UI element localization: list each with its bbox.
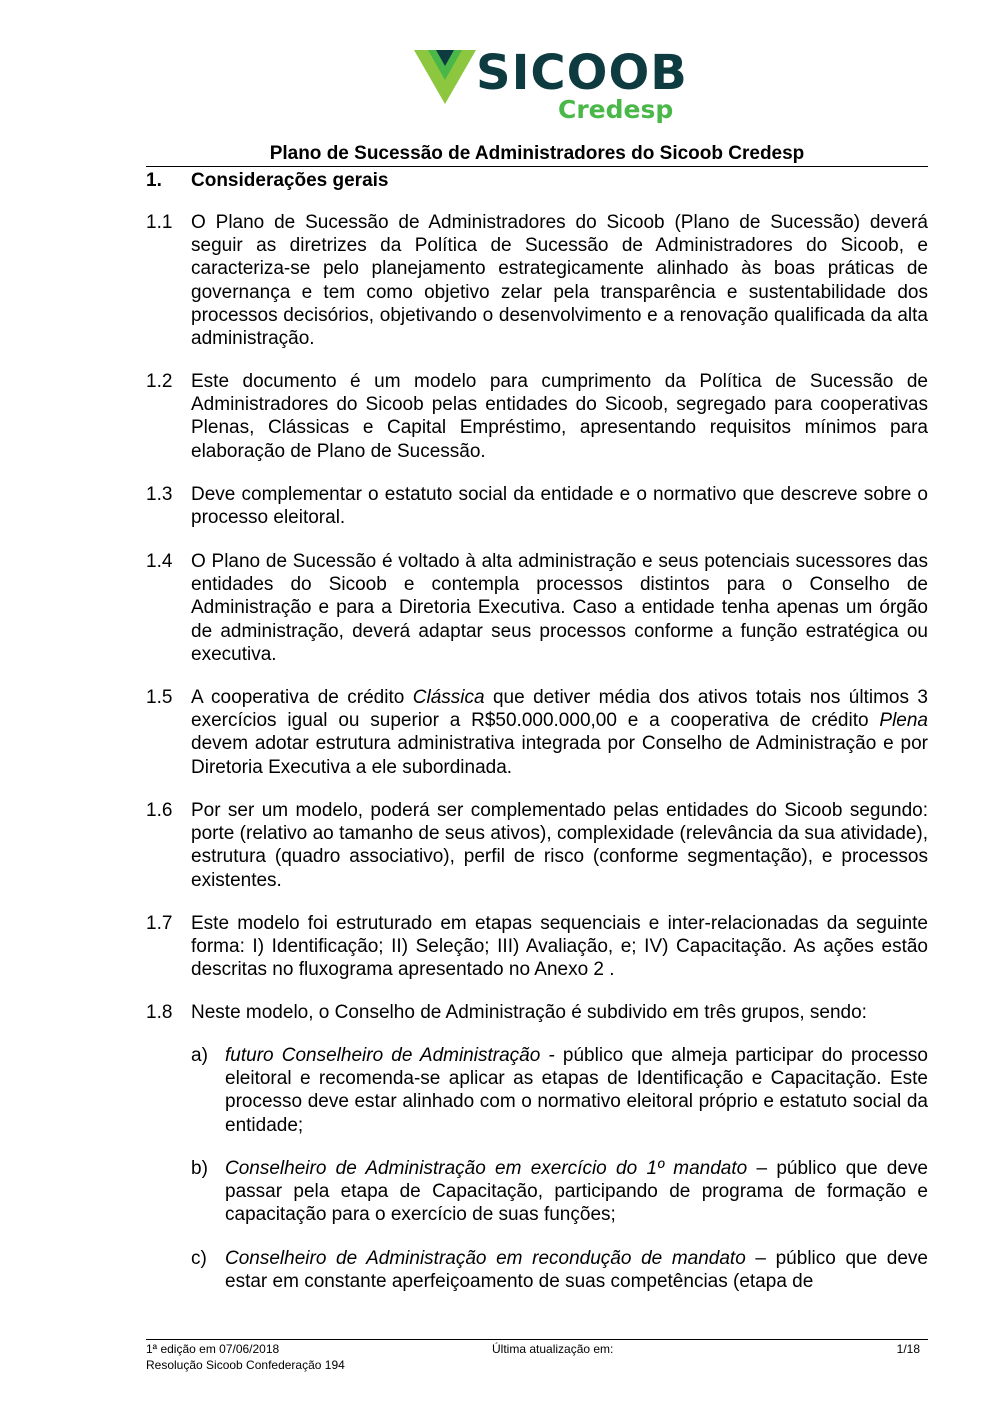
subclause-letter: c) (191, 1248, 207, 1269)
subclause-text (225, 1247, 928, 1293)
clause-number: 1.7 (146, 913, 173, 934)
subclause-rest: – público que deve estar em constante aperfeiçoamento de suas competências (etapa de (225, 1248, 928, 1293)
section-title: Considerações gerais (191, 170, 389, 191)
clause-text (191, 686, 928, 779)
clause-italic-plena: Plena (879, 710, 928, 732)
clause-text: Neste modelo, o Conselho de Administração é subdivido em três grupos, sendo: (191, 1002, 867, 1023)
clause-number: 1.3 (146, 484, 173, 505)
subclause-letter: b) (191, 1158, 208, 1179)
clause-text: Deve complementar o estatuto social da entidade e o normativo que descreve sobre o processo eleitoral. (191, 484, 928, 529)
subclause-b (191, 1157, 928, 1227)
clause-1-6 (146, 799, 928, 892)
logo-wordmark: SICOOB (476, 45, 688, 101)
clause-text-part: devem adotar estrutura administrativa integrada por Conselho de Administração e por Diretoria Executiva a ele subordinada. (191, 733, 928, 778)
footer-resolution: Resolução Sicoob Confederação 194 (146, 1358, 345, 1372)
subclause-text (225, 1157, 928, 1227)
clause-number: 1.8 (146, 1002, 173, 1023)
footer-page-number: 1/18 (896, 1342, 920, 1356)
clause-text: Este modelo foi estruturado em etapas sequenciais e inter-relacionadas da seguinte forma: I) Identificação; II) Seleção; III) Avaliação, e; IV) Capacitação. As ações estão descritas no fluxograma apresentado no Anexo 2 . (191, 913, 928, 981)
clause-number: 1.1 (146, 212, 173, 233)
title-divider (146, 166, 928, 167)
clause-text: O Plano de Sucessão de Administradores do Sicoob (Plano de Sucessão) deverá seguir as diretrizes da Política de Sucessão de Administradores do Sicoob, e caracteriza-se pelo planejamento estrategicamente alinhado às boas práticas de governança e tem como objetivo zelar pela transparência e sustentabilidade dos processos decisórios, objetivando o desenvolvimento e a renovação qualificada da alta administração. (191, 212, 928, 350)
clause-text: Por ser um modelo, poderá ser complementado pelas entidades do Sicoob segundo: porte (relativo ao tamanho de seus ativos), complexidade (relevância da sua atividade), estrutura (quadro associativo), perfil de risco (conforme segmentação), e processos existentes. (191, 800, 928, 891)
subclause-letter: a) (191, 1045, 208, 1066)
footer-divider (146, 1339, 928, 1340)
subclause-italic: futuro Conselheiro de Administração - (225, 1045, 555, 1066)
clause-1-8 (146, 1001, 928, 1024)
logo-subtitle: Credesp (558, 95, 674, 124)
subclause-italic: Conselheiro de Administração em exercício do 1º mandato (225, 1158, 748, 1179)
clause-text: O Plano de Sucessão é voltado à alta administração e seus potenciais sucessores das entidades do Sicoob e contempla processos distintos para o Conselho de Administração e para a Diretoria Executiva. Caso a entidade tenha apenas um órgão de administração, deverá adaptar seus processos conforme a função estratégica ou executiva. (191, 551, 928, 665)
footer-last-updated: Última atualização em: (492, 1342, 614, 1356)
clause-text: Este documento é um modelo para cumprimento da Política de Sucessão de Administradores do Sicoob pelas entidades do Sicoob, segregado para cooperativas Plenas, Clássicas e Capital Empréstimo, apresentando requisitos mínimos para elaboração de Plano de Sucessão. (191, 371, 928, 462)
clause-number: 1.4 (146, 551, 173, 572)
footer-edition: 1ª edição em 07/06/2018 (146, 1342, 280, 1356)
clause-number: 1.6 (146, 800, 173, 821)
clause-number: 1.2 (146, 371, 173, 392)
subclause-c (191, 1247, 928, 1293)
subclause-rest: público que almeja participar do processo eleitoral e recomenda-se aplicar as etapas de Identificação e Capacitação. Este processo deve estar alinhado com o normativo eleitoral próprio e estatuto social da entidade; (225, 1045, 928, 1136)
subclause-text (225, 1044, 928, 1137)
clause-italic-classica: Clássica (412, 687, 485, 708)
clause-text-part: que detiver média dos ativos totais nos últimos 3 exercícios igual ou superior a R$50.000.000,00 e a cooperativa de crédito (191, 687, 928, 732)
subclause-italic: Conselheiro de Administração em recondução de mandato (225, 1248, 746, 1269)
clause-number: 1.5 (146, 687, 173, 708)
sicoob-logo (414, 45, 688, 126)
sicoob-logo-mark-icon (414, 48, 476, 106)
clause-1-2 (146, 370, 928, 463)
clause-1-4 (146, 550, 928, 666)
clause-1-5 (146, 686, 928, 779)
clause-text-part: A cooperativa de crédito (191, 687, 413, 708)
clause-1-1 (146, 211, 928, 350)
clause-1-7 (146, 912, 928, 982)
clause-1-3 (146, 483, 928, 529)
subclause-a (191, 1044, 928, 1137)
document-title: Plano de Sucessão de Administradores do Sicoob Credesp (269, 143, 805, 164)
section-number: 1. (146, 170, 162, 191)
subclause-rest: – público que deve passar pela etapa de Capacitação, participando de programa de formação e capacitação para o exercício de suas funções; (225, 1158, 928, 1226)
